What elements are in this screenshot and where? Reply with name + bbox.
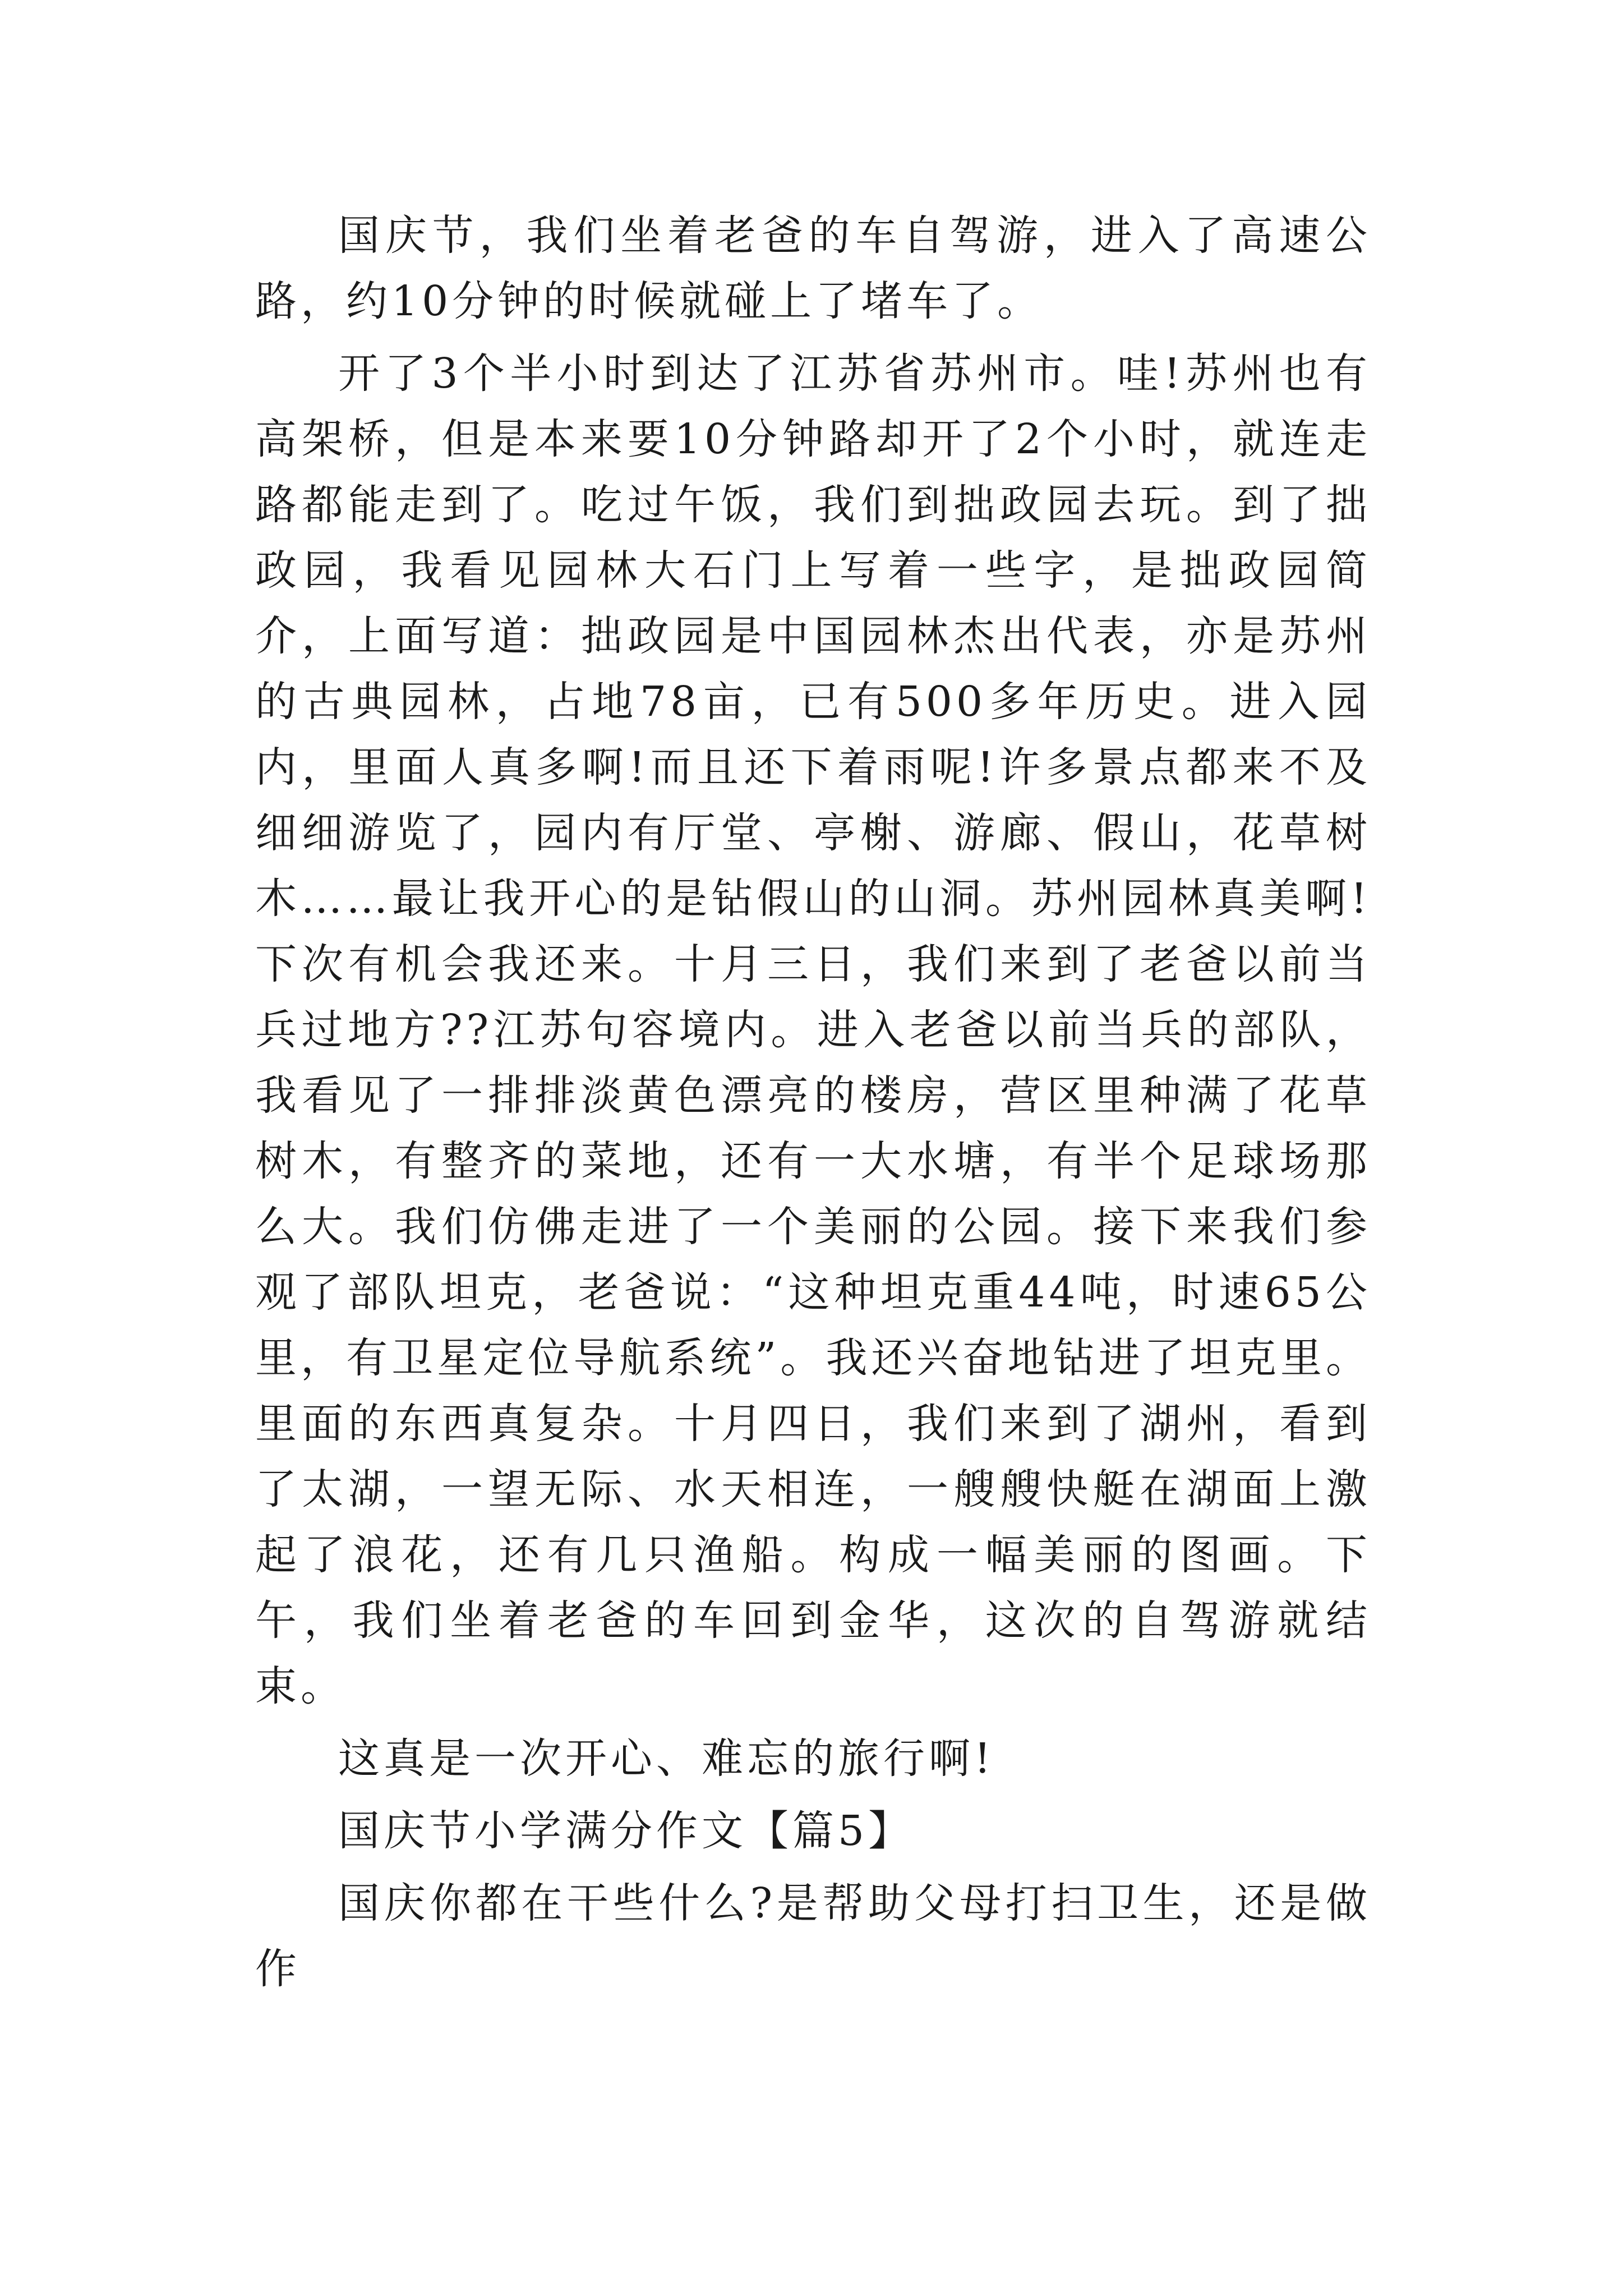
paragraph-next-essay: 国庆你都在干些什么?是帮助父母打扫卫生，还是做作 [255, 1879, 1371, 1993]
paragraph-intro: 国庆节，我们坐着老爸的车自驾游，进入了高速公路，约10分钟的时候就碰上了堵车了。 [255, 211, 1371, 325]
paragraph-suzhou-trip: 开了3个半小时到达了江苏省苏州市。哇!苏州也有高架桥，但是本来要10分钟路却开了2个小时，就连走路都能走到了。吃过午饭，我们到拙政园去玩。到了拙政园，我看见园林大石门上写着一些字，是拙政园简介，上面写道：拙政园是中国园林杰出代表，亦是苏州的古典园林，占地78亩，已有500多年历史。进入园内，里面人真多啊!而且还下着雨呢!许多景点都来不及细细游览了，园内有厅堂、亭榭、游廊、假山，花草树木……最让我开心的是钻假山的山洞。苏州园林真美啊!下次有机会我还来。十月三日，我们来到了老爸以前当兵过地方??江苏句容境内。进入老爸以前当兵的部队，我看见了一排排淡黄色漂亮的楼房，营区里种满了花草树木，有整齐的菜地，还有一大水塘，有半个足球场那么大。我们仿佛走进了一个美丽的公园。接下来我们参观了部队坦克，老爸说：“这种坦克重44吨，时速65公里，有卫星定位导航系统”。我还兴奋地钻进了坦克里。里面的东西真复杂。十月四日，我们来到了湖州，看到了太湖，一望无际、水天相连，一艘艘快艇在湖面上激起了浪花，还有几只渔船。构成一幅美丽的图画。下午，我们坐着老爸的车回到金华，这次的自驾游就结束。 [255, 349, 1371, 1710]
section-heading: 国庆节小学满分作文【篇5】 [338, 1807, 914, 1855]
essay-body [255, 203, 1371, 2002]
paragraph-conclusion: 这真是一次开心、难忘的旅行啊! [338, 1734, 995, 1783]
